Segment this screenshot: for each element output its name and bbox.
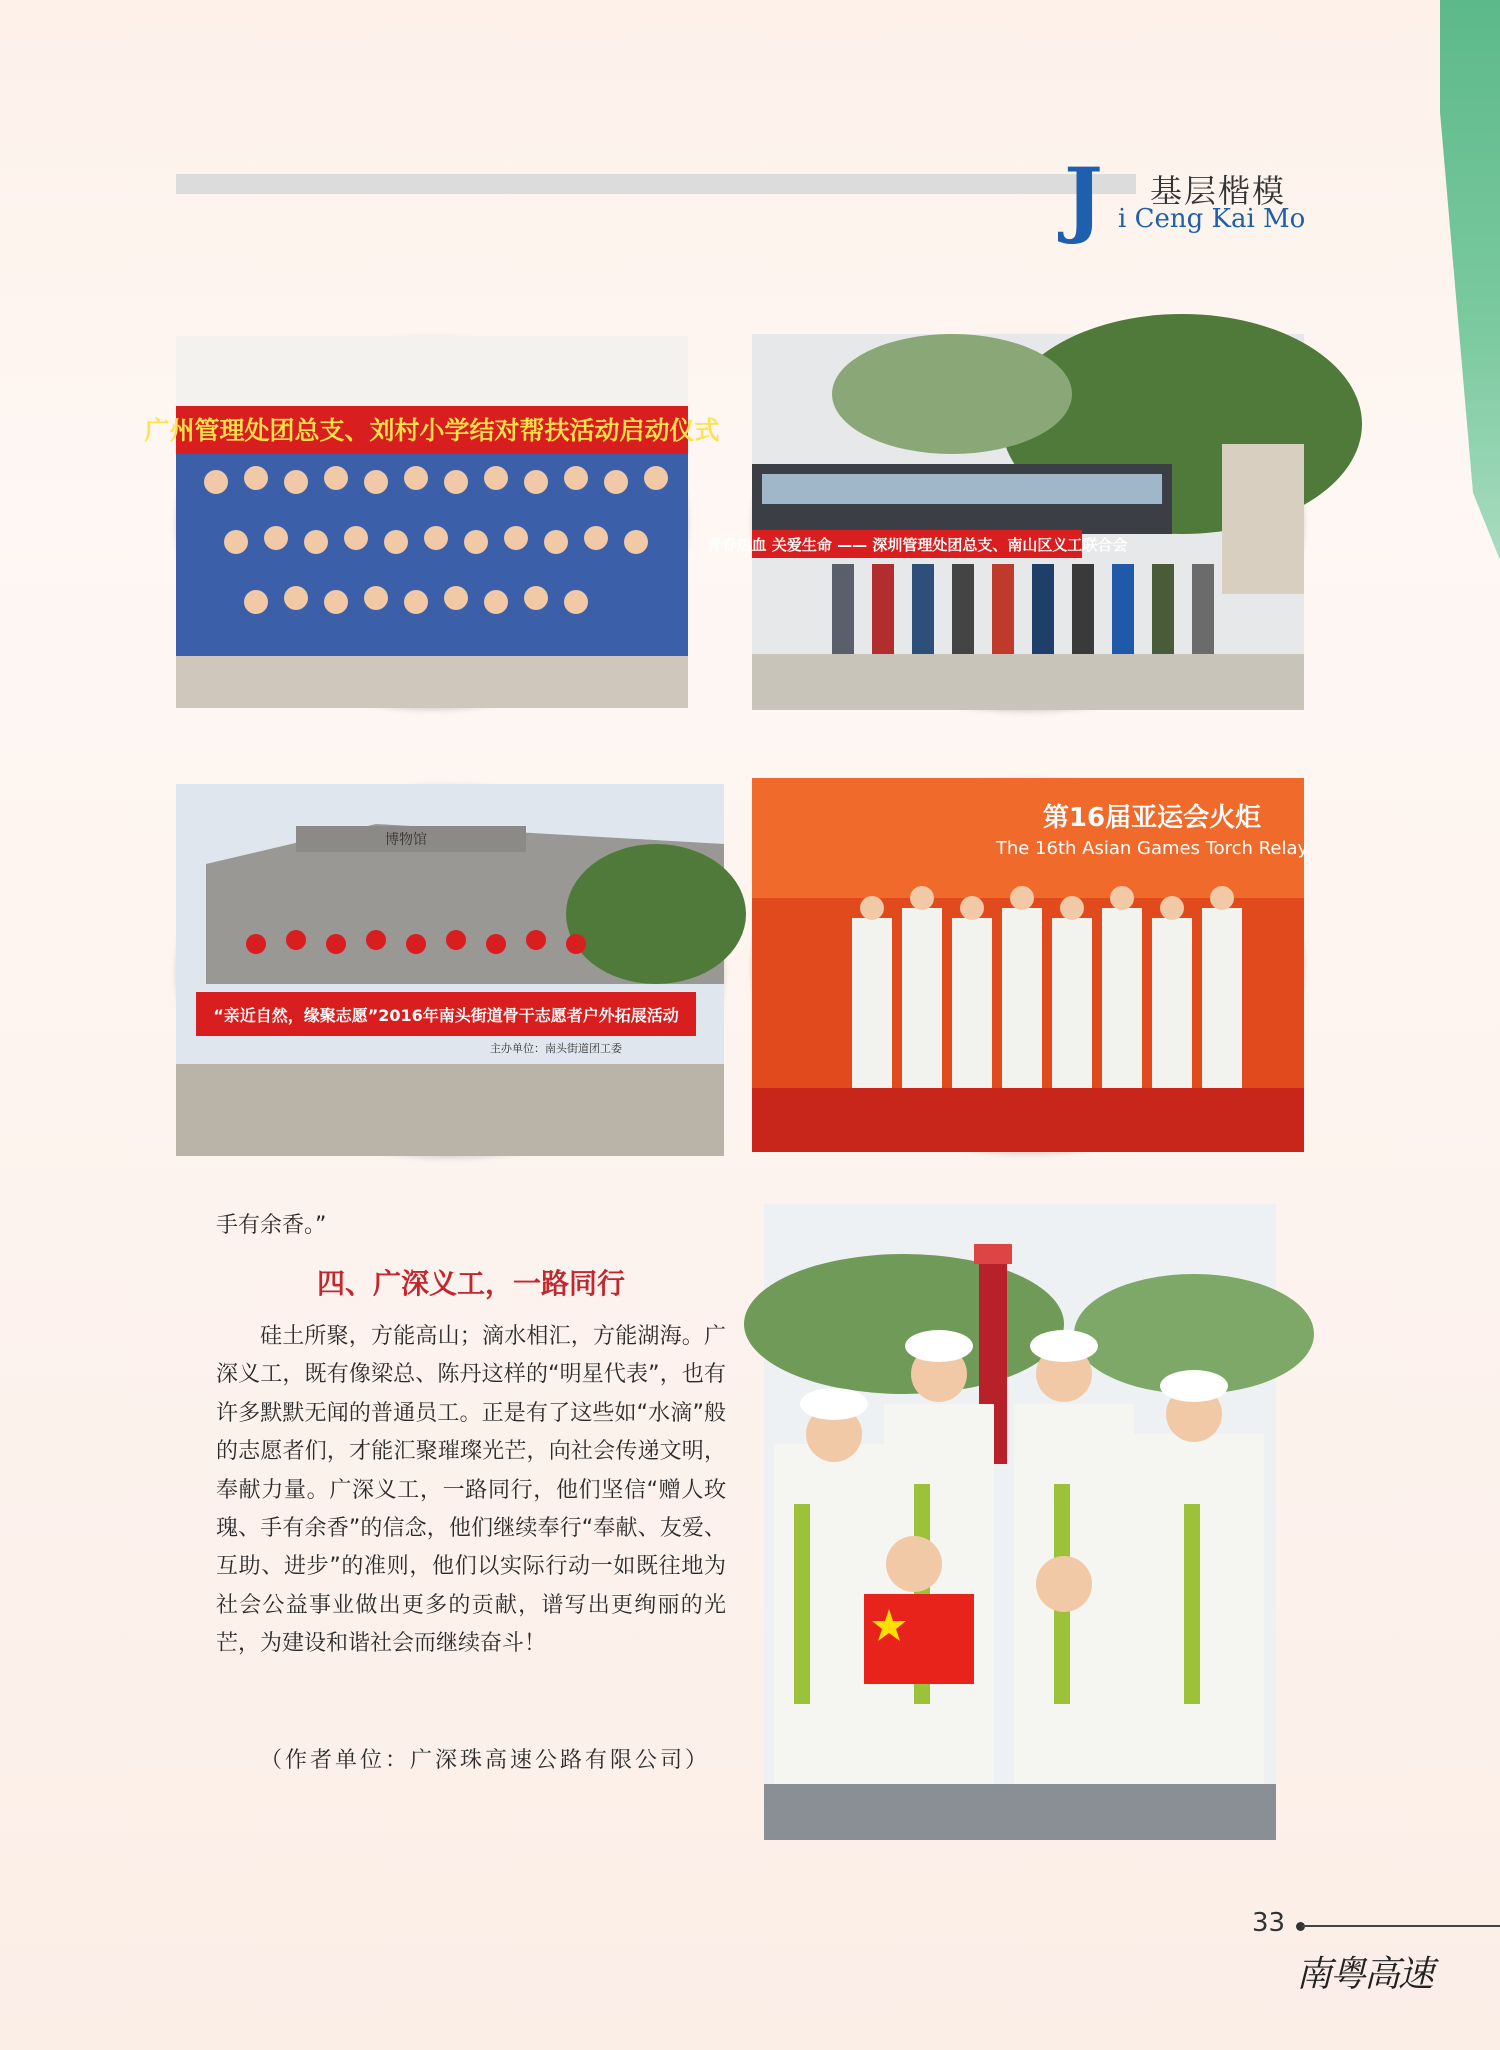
column-title: 基层楷模 xyxy=(1150,172,1287,210)
photo-subbanner-text: 主办单位：南头街道团工委 xyxy=(490,1042,622,1055)
lead-line: 手有余香。” xyxy=(216,1213,327,1238)
photo-banner-text: 第16届亚运会火炬 xyxy=(1042,803,1262,833)
green-corner-accent xyxy=(1440,0,1500,560)
author-affiliation: （作者单位：广深珠高速公路有限公司） xyxy=(260,1748,711,1773)
photo-banner-text: “亲近自然，缘聚志愿”2016年南头街道骨干志愿者户外拓展活动 xyxy=(213,1006,679,1025)
header-bar xyxy=(176,174,1136,194)
photo-banner-text: 广州管理处团总支、刘村小学结对帮扶活动启动仪式 xyxy=(144,416,720,445)
photo-banner-text: 青春热血 关爱生命 —— 深圳管理处团总支、南山区义工联合会 xyxy=(706,536,1128,554)
header-initial: J xyxy=(1064,151,1103,247)
body-paragraph: 硅土所聚，方能高山；滴水相汇，方能湖海。广深义工，既有像梁总、陈丹这样的“明星代表”，也有许多默默无闻的普通员工。正是有了这些如“水滴”般的志愿者们，才能汇聚璀璨光芒，向社会传递文明，奉献力量。广深义工，一路同行，他们坚信“赠人玫瑰、手有余香”的信念，他们继续奉行“奉献、友爱、互助、进步”的准则，他们以实际行动一如既往地为社会公益事业做出更多的贡献，谱写出更绚丽的光芒，为建设和谐社会而继续奋斗！ xyxy=(216,1324,726,1657)
photo-torch-relay xyxy=(752,778,1309,1152)
column-subtitle: i Ceng Kai Mo xyxy=(1118,204,1306,234)
photo-sign-text: 博物馆 xyxy=(385,832,427,848)
journal-logo: 南粤高速 xyxy=(1296,1954,1433,1995)
photo-school-group xyxy=(144,336,720,708)
page-rule xyxy=(1302,1925,1500,1927)
photo-banner-en-text: The 16th Asian Games Torch Relay xyxy=(995,838,1309,859)
photo-museum-group xyxy=(176,784,724,1156)
page-number: 33 xyxy=(1252,1908,1286,1938)
photo-bus-group xyxy=(706,334,1304,710)
section-title: 四、广深义工，一路同行 xyxy=(316,1267,625,1300)
photo-torch-holders xyxy=(764,1204,1276,1840)
